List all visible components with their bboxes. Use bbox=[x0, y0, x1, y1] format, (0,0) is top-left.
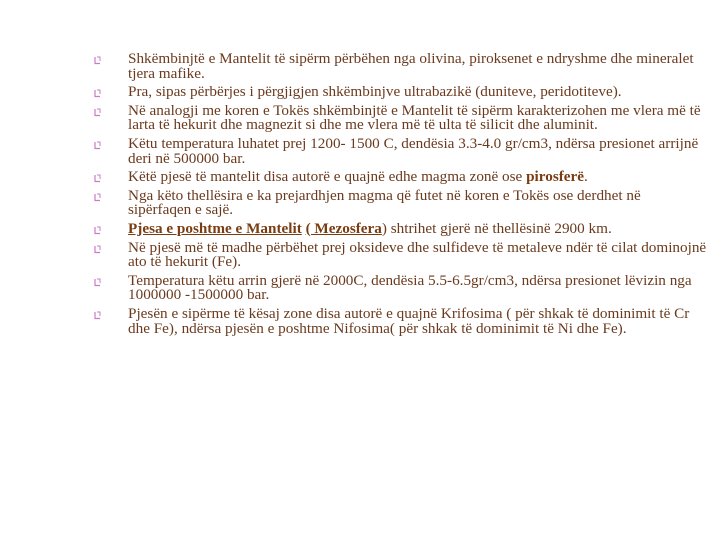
bullet-item-10 bbox=[95, 304, 707, 337]
highlight-term-pjesa-e-poshtme: Pjesa e poshtme e Mantelit bbox=[128, 219, 302, 237]
bullet-text: Pjesën e sipërme të kësaj zone disa autorë e quajnë Krifosima ( për shkak të dominimit të Cr dhe Fe), ndërsa pjesën e poshtme Nifosima( për shkak të dominimit të Ni dhe Fe). bbox=[128, 304, 690, 337]
bullet-text: Këtë pjesë të mantelit disa autorë e quajnë edhe magma zonë ose bbox=[128, 168, 527, 186]
square-bullet-icon bbox=[94, 56, 101, 65]
highlight-term-pirosfere: pirosferë bbox=[526, 168, 585, 186]
square-bullet-icon bbox=[94, 278, 101, 287]
bullet-text: Në pjesë më të madhe përbëhet prej oksideve dhe sulfideve të metaleve ndër të cilat dominojnë ato të hekurit (Fe). bbox=[128, 238, 707, 271]
bullet-item-7 bbox=[95, 219, 707, 237]
square-bullet-icon bbox=[94, 193, 101, 202]
bullet-item-2 bbox=[95, 85, 707, 100]
bullet-item-3 bbox=[95, 101, 707, 134]
square-bullet-icon bbox=[94, 174, 101, 183]
bullet-text: Nga këto thellësira e ka prejardhjen magma që futet në koren e Tokës ose derdhet në sipërfaqen e sajë. bbox=[128, 186, 641, 219]
square-bullet-icon bbox=[94, 226, 101, 235]
bullet-text: Në analogji me koren e Tokës shkëmbinjtë e Mantelit të sipërm karakterizohen me vlera më të larta të hekurit dhe magnezit si dhe me vlera më të ulta të silicit dhe aluminit. bbox=[128, 101, 701, 134]
square-bullet-icon bbox=[94, 108, 101, 117]
bullet-item-6 bbox=[95, 186, 707, 219]
highlight-term-mezosfera: ( Mezosfera bbox=[305, 219, 382, 237]
bullet-text-end: ) shtrihet gjerë në thellësinë 2900 km. bbox=[381, 219, 612, 237]
bullet-text: Temperatura këtu arrin gjerë në 2000C, dendësia 5.5-6.5gr/cm3, ndërsa presionet lëvizin nga 1000000 -1500000 bar. bbox=[128, 271, 692, 304]
bullet-list bbox=[95, 52, 707, 340]
bullet-item-4 bbox=[95, 134, 707, 167]
square-bullet-icon bbox=[94, 89, 101, 98]
bullet-text: Shkëmbinjtë e Mantelit të sipërm përbëhen nga olivina, piroksenet e ndryshme dhe mineralet tjera mafike. bbox=[128, 50, 694, 82]
bullet-text: Pra, sipas përbërjes i përgjigjen shkëmbinjve ultrabazikë (duniteve, peridotiteve). bbox=[128, 83, 622, 101]
square-bullet-icon bbox=[94, 311, 101, 320]
bullet-item-5 bbox=[95, 170, 707, 185]
square-bullet-icon bbox=[94, 141, 101, 150]
square-bullet-icon bbox=[94, 245, 101, 254]
bullet-item-9 bbox=[95, 271, 707, 304]
bullet-item-1 bbox=[95, 52, 707, 81]
bullet-item-8 bbox=[95, 238, 707, 271]
bullet-text-end: . bbox=[584, 168, 588, 186]
bullet-text: Këtu temperatura luhatet prej 1200- 1500 C, dendësia 3.3-4.0 gr/cm3, ndërsa presionet arrijnë deri në 500000 bar. bbox=[128, 134, 699, 167]
